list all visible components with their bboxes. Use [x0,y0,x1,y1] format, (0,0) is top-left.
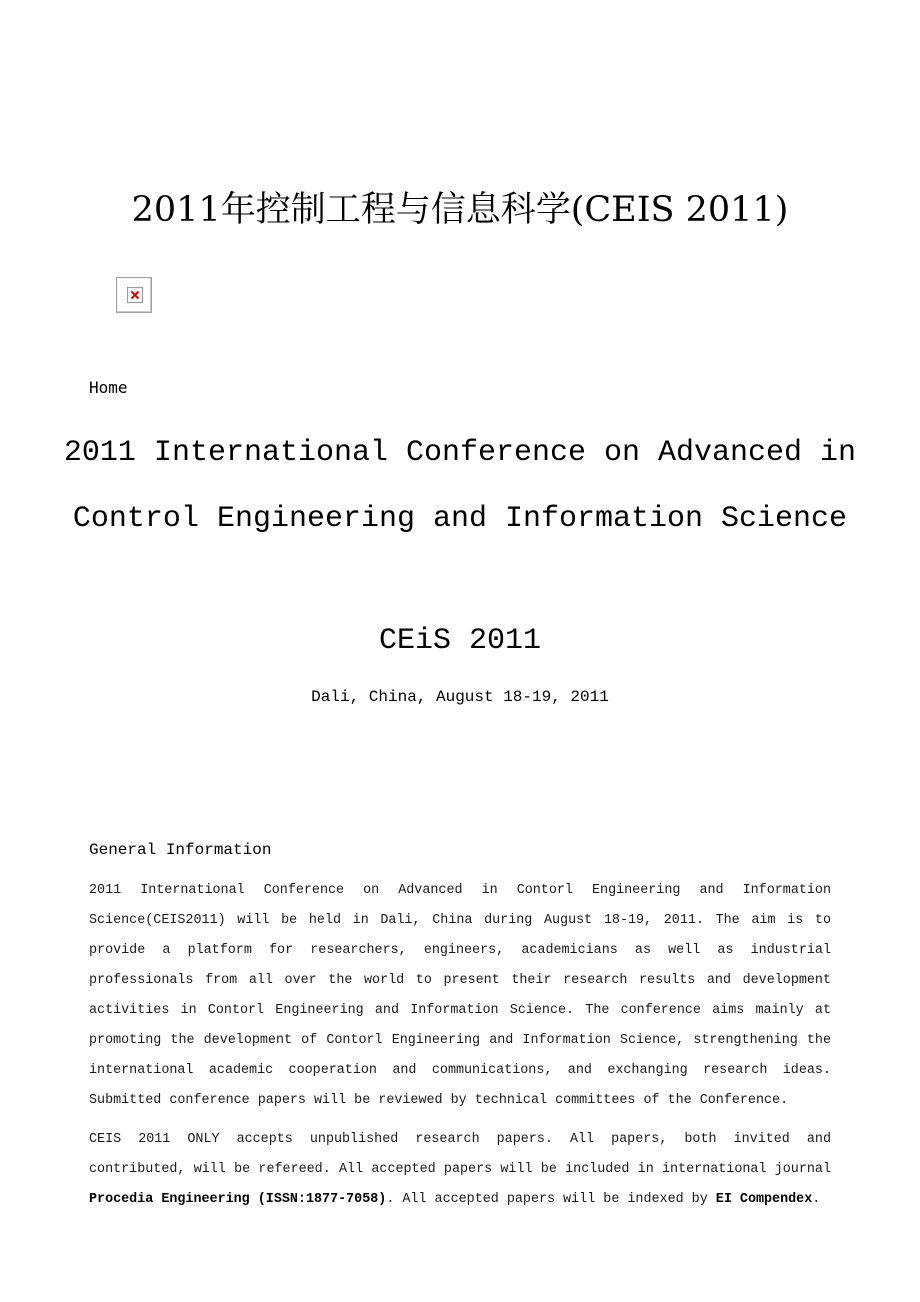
paragraph-2-text-start: CEIS 2011 ONLY accepts unpublished research papers. All papers, both invited and contributed, will be refereed. All accepted papers will be included in international journal [89,1132,831,1177]
paragraph-2-text-end: . [812,1192,821,1207]
broken-image-icon [116,277,152,313]
english-title: 2011 International Conference on Advanced in Control Engineering and Information Science [63,436,857,536]
home-link[interactable]: Home [89,378,128,397]
general-info-paragraph-1: 2011 International Conference on Advanced in Contorl Engineering and Information Science(CEIS2011) will be held in Dali, China during August 18-19, 2011. The aim is to provide a platform for researchers, engineers, academicians as well as industrial professionals from all over the world to present their research results and development activities in Contorl Engineering and Information Science. The conference aims mainly at promoting the development of Contorl Engineering and Information Science, strengthening the international academic cooperation and communications, and exchanging research ideas. Submitted conference papers will be reviewed by technical committees of the Conference. [89,883,831,1108]
section-heading-general-information: General Information [89,841,272,859]
paragraph-2-text-middle: . All accepted papers will be indexed by [386,1192,716,1207]
journal-link[interactable]: Procedia Engineering (ISSN:1877-7058) [89,1192,387,1207]
venue-date: Dali, China, August 18-19, 2011 [311,688,609,706]
broken-image-x-mark [127,287,143,303]
chinese-title: 2011年控制工程与信息科学(CEIS 2011) [131,190,789,230]
general-info-paragraph-2 [89,1125,831,1215]
conference-acronym: CEiS 2011 [378,624,542,658]
index-link[interactable]: EI Compendex [715,1192,813,1207]
